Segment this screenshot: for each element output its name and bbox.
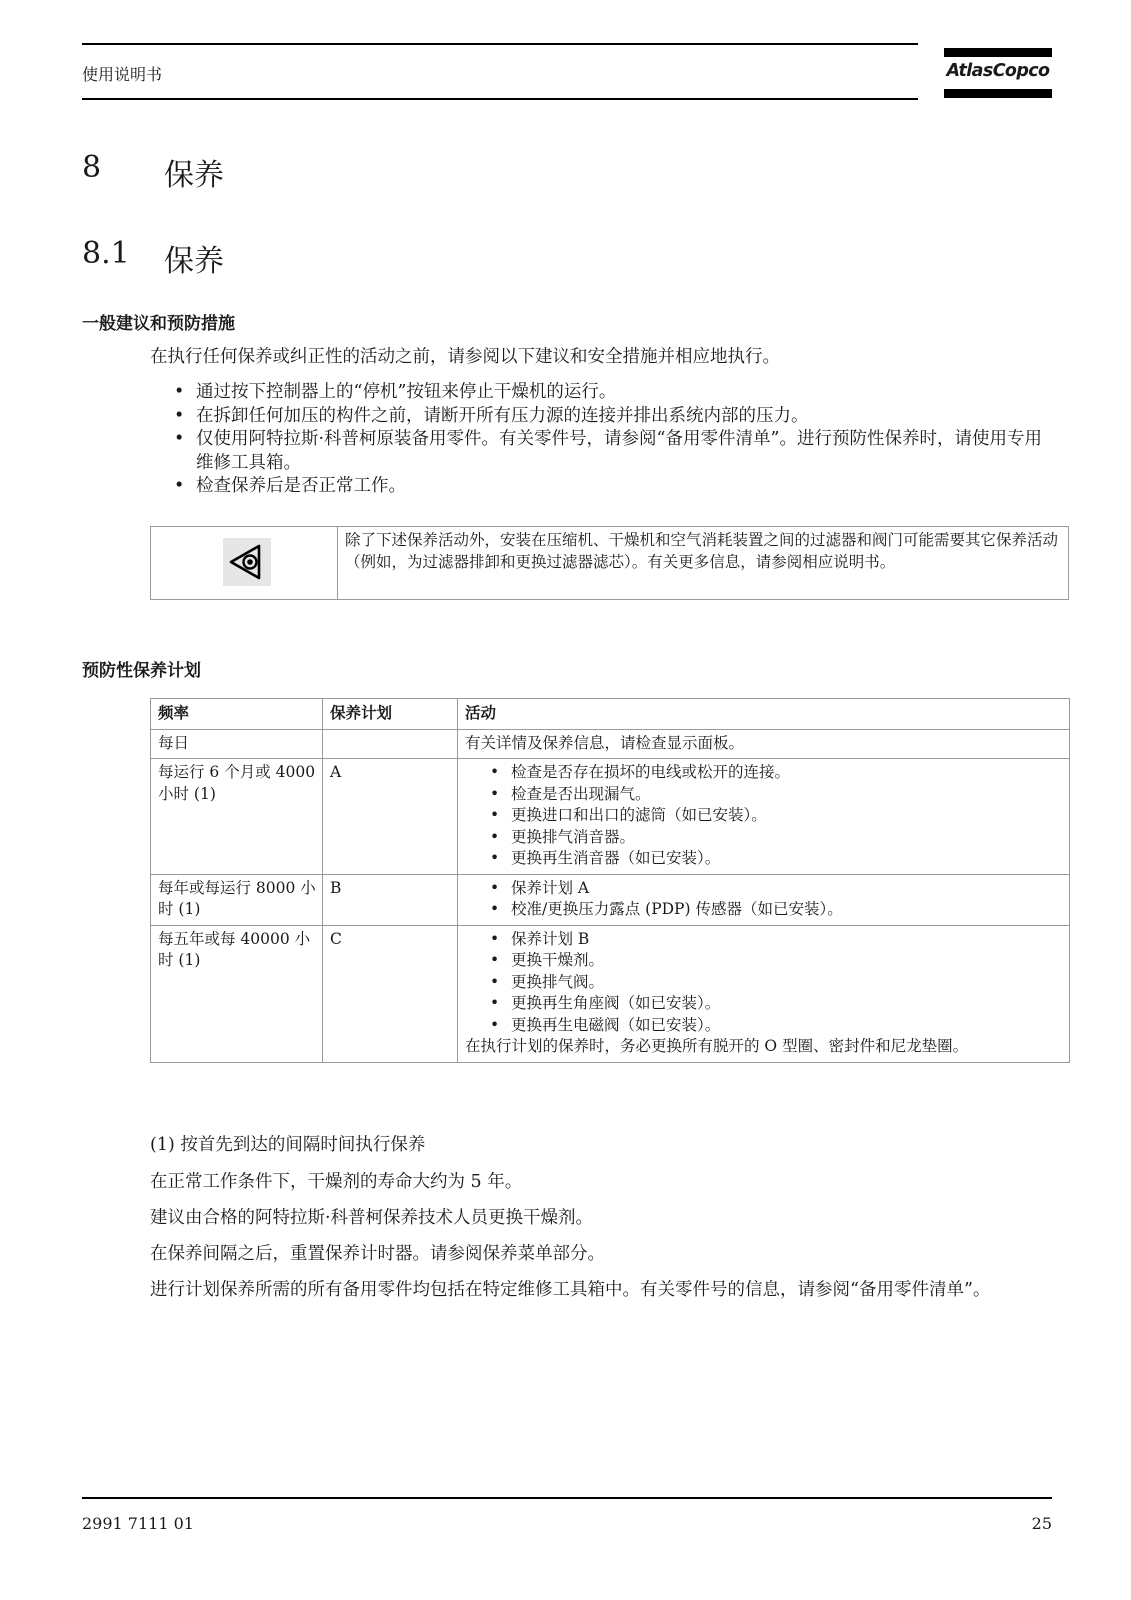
general-heading: 一般建议和预防措施: [82, 314, 235, 334]
activity-cell: [458, 729, 1070, 759]
header-top-rule: [82, 43, 918, 45]
column-header-frequency: 频率: [151, 699, 323, 730]
activity-cell: [458, 925, 1070, 1062]
activity-cell: [458, 874, 1070, 925]
frequency-cell: 每运行 6 个月或 4000 小时 (1): [151, 759, 323, 875]
technician-note: 建议由合格的阿特拉斯·科普柯保养技术人员更换干燥剂。: [150, 1208, 594, 1228]
activity-text: 有关详情及保养信息，请检查显示面板。: [465, 733, 745, 752]
precaution-list: [172, 381, 1052, 499]
spare-parts-note: 进行计划保养所需的所有备用零件均包括在特定维修工具箱中。有关零件号的信息，请参阅“备用零件清单”。: [150, 1280, 991, 1300]
footer-rule: [82, 1497, 1052, 1499]
activity-cell: [458, 759, 1070, 875]
list-item: • 检查是否存在损坏的电线或松开的连接。: [465, 762, 1063, 784]
list-item: • 更换排气阀。: [465, 972, 1063, 994]
list-item: • 更换再生消音器（如已安装）。: [465, 848, 1063, 870]
atlas-copco-logo: AtlasCopco: [944, 48, 1052, 102]
plan-cell: A: [323, 759, 458, 875]
activity-list: [465, 929, 1063, 1037]
activity-note: 在执行计划的保养时，务必更换所有脱开的 O 型圈、密封件和尼龙垫圈。: [465, 1037, 969, 1055]
header-bottom-rule: [82, 98, 918, 100]
timer-reset-note: 在保养间隔之后，重置保养计时器。请参阅保养菜单部分。: [150, 1244, 605, 1264]
activity-list: [465, 762, 1063, 870]
activity-list: [465, 878, 1063, 921]
maintenance-schedule-table: [150, 698, 1070, 1063]
section-number: 8.1: [82, 236, 130, 271]
column-header-activity: 活动: [458, 699, 1070, 730]
column-header-plan: 保养计划: [323, 699, 458, 730]
note-text: 除了下述保养活动外，安装在压缩机、干燥机和空气消耗装置之间的过滤器和阀门可能需要其它保养活动（例如，为过滤器排卸和更换过滤器滤芯）。有关更多信息，请参阅相应说明书。: [345, 531, 1059, 571]
eye-icon: [223, 538, 271, 586]
plan-cell: C: [323, 925, 458, 1062]
table-header-row: [151, 699, 1070, 730]
chapter-title: 保养: [164, 158, 224, 193]
frequency-cell: 每五年或每 40000 小时 (1): [151, 925, 323, 1062]
desiccant-life-note: 在正常工作条件下，干燥剂的寿命大约为 5 年。: [150, 1172, 523, 1192]
list-item: • 更换再生电磁阀（如已安装）。: [465, 1015, 1063, 1037]
list-item: • 更换再生角座阀（如已安装）。: [465, 993, 1063, 1015]
list-item: • 检查保养后是否正常工作。: [172, 475, 1052, 499]
list-item: • 通过按下控制器上的“停机”按钮来停止干燥机的运行。: [172, 381, 1052, 405]
chapter-number: 8: [82, 150, 102, 185]
general-intro: 在执行任何保养或纠正性的活动之前，请参阅以下建议和安全措施并相应地执行。: [150, 347, 780, 367]
schedule-heading: 预防性保养计划: [82, 661, 201, 681]
list-item: • 检查是否出现漏气。: [465, 784, 1063, 806]
table-row: [151, 759, 1070, 875]
interval-footnote: (1) 按首先到达的间隔时间执行保养: [150, 1135, 426, 1155]
list-item: • 更换干燥剂。: [465, 950, 1063, 972]
list-item: • 仅使用阿特拉斯·科普柯原装备用零件。有关零件号，请参阅“备用零件清单”。进行预防性保养时，请使用专用维修工具箱。: [172, 428, 1052, 475]
note-box: [150, 526, 1069, 600]
table-row: [151, 925, 1070, 1062]
list-item: • 在拆卸任何加压的构件之前，请断开所有压力源的连接并排出系统内部的压力。: [172, 405, 1052, 429]
list-item: • 保养计划 A: [465, 878, 1063, 900]
header-title: 使用说明书: [82, 65, 163, 84]
list-item: • 更换排气消音器。: [465, 827, 1063, 849]
document-number: 2991 7111 01: [82, 1514, 194, 1533]
plan-cell: B: [323, 874, 458, 925]
list-item: • 校准/更换压力露点 (PDP) 传感器（如已安装）。: [465, 899, 1063, 921]
table-row: [151, 874, 1070, 925]
frequency-cell: 每日: [151, 729, 323, 759]
list-item: • 保养计划 B: [465, 929, 1063, 951]
list-item: • 更换进口和出口的滤筒（如已安装）。: [465, 805, 1063, 827]
table-row: [151, 729, 1070, 759]
section-title: 保养: [164, 244, 224, 279]
plan-cell: [323, 729, 458, 759]
page-number: 25: [1031, 1514, 1052, 1533]
frequency-cell: 每年或每运行 8000 小时 (1): [151, 874, 323, 925]
